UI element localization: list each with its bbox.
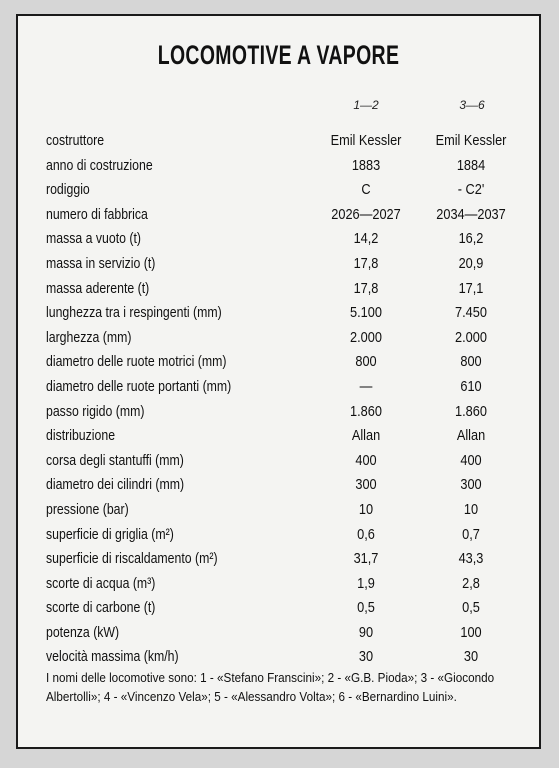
row-label: corsa degli stantuffi (mm) [46,451,184,469]
value-3-6: 100 [460,623,482,641]
row-label: massa a vuoto (t) [46,230,142,248]
footnote: I nomi delle locomotive sono: 1 - «Stefano Franscini»; 2 - «G.B. Pioda»; 3 - «Giocondo Albertolli»; 4 - «Vincenzo Vela»; 5 - «Alessandro Volta»; 6 - «Bernardino Luini». [46,670,495,704]
value-3-6: 2034—2037 [436,205,506,223]
table-row [18,204,539,229]
table-row [18,278,539,303]
value-3-6: 800 [460,353,482,371]
value-3-6: 610 [460,377,482,395]
locomotive-table [16,14,541,749]
value-1-2: 2.000 [350,328,382,346]
value-1-2: 14,2 [353,230,379,248]
value-3-6: 2,8 [462,574,480,592]
value-3-6: 30 [463,648,479,666]
value-1-2: — [359,377,373,395]
row-label: diametro delle ruote motrici (mm) [46,353,227,371]
value-1-2: Emil Kessler [330,132,402,149]
value-1-2: 17,8 [353,254,379,272]
value-1-2: 2026—2027 [331,205,401,223]
value-1-2: 10 [358,500,374,518]
value-3-6: 300 [460,476,482,494]
row-label: larghezza (mm) [46,328,132,346]
table-row [18,302,539,327]
value-1-2: 0,5 [357,599,375,617]
value-3-6: 17,1 [458,279,484,297]
table-row [18,376,539,401]
value-3-6: 20,9 [458,254,484,272]
value-3-6: 0,5 [462,599,480,617]
row-label: velocità massima (km/h) [46,648,179,666]
row-label: anno di costruzione [46,156,153,174]
table-row [18,573,539,598]
row-label: rodiggio [46,181,90,199]
value-3-6: 7.450 [455,304,487,322]
table-title: LOCOMOTIVE A VAPORE [157,40,400,70]
value-3-6: 400 [460,451,482,469]
row-label: superficie di griglia (m²) [46,525,174,543]
value-3-6: 10 [463,500,479,518]
value-3-6: 1.860 [455,402,487,420]
table-row [18,425,539,450]
table-row [18,524,539,549]
row-label: pressione (bar) [46,500,129,518]
value-3-6: 2.000 [455,328,487,346]
table-row [18,351,539,376]
table-row [18,130,539,155]
table-row [18,179,539,204]
table-row [18,401,539,426]
row-label: potenza (kW) [46,623,120,641]
table-row [18,622,539,647]
row-label: distribuzione [46,427,116,445]
table-row [18,253,539,278]
value-1-2: 1,9 [357,574,375,592]
table-row [18,450,539,475]
table-row [18,327,539,352]
value-1-2: Allan [351,427,381,445]
table-row [18,474,539,499]
value-1-2: 31,7 [353,550,379,568]
value-3-6: 16,2 [458,230,484,248]
row-label: diametro delle ruote portanti (mm) [46,377,232,395]
value-1-2: 5.100 [350,304,382,322]
value-1-2: C [361,181,371,199]
value-1-2: 30 [358,648,374,666]
value-3-6: - C2' [457,181,485,199]
value-1-2: 1.860 [350,402,382,420]
row-label: lunghezza tra i respingenti (mm) [46,304,222,322]
row-label: scorte di acqua (m³) [46,574,156,592]
row-label: passo rigido (mm) [46,402,145,420]
row-label: scorte di carbone (t) [46,599,156,617]
value-1-2: 800 [355,353,377,371]
row-label: costruttore [46,132,105,149]
row-label: diametro dei cilindri (mm) [46,476,185,494]
table-row [18,228,539,253]
table-rows [18,130,539,671]
value-1-2: 90 [358,623,374,641]
value-1-2: 0,6 [357,525,375,543]
table-row [18,548,539,573]
table-row [18,155,539,180]
value-3-6: Allan [456,427,486,445]
value-3-6: 43,3 [458,550,484,568]
value-1-2: 300 [355,476,377,494]
row-label: massa aderente (t) [46,279,150,297]
table-row [18,597,539,622]
value-1-2: 17,8 [353,279,379,297]
value-1-2: 1883 [351,156,381,174]
value-3-6: 0,7 [462,525,480,543]
column-header-1-2: 1—2 [353,98,379,112]
value-1-2: 400 [355,451,377,469]
table-row [18,499,539,524]
row-label: numero di fabbrica [46,205,148,223]
value-3-6: Emil Kessler [435,132,507,149]
value-3-6: 1884 [456,156,486,174]
row-label: superficie di riscaldamento (m²) [46,550,218,568]
row-label: massa in servizio (t) [46,254,156,272]
column-header-3-6: 3—6 [459,98,485,112]
